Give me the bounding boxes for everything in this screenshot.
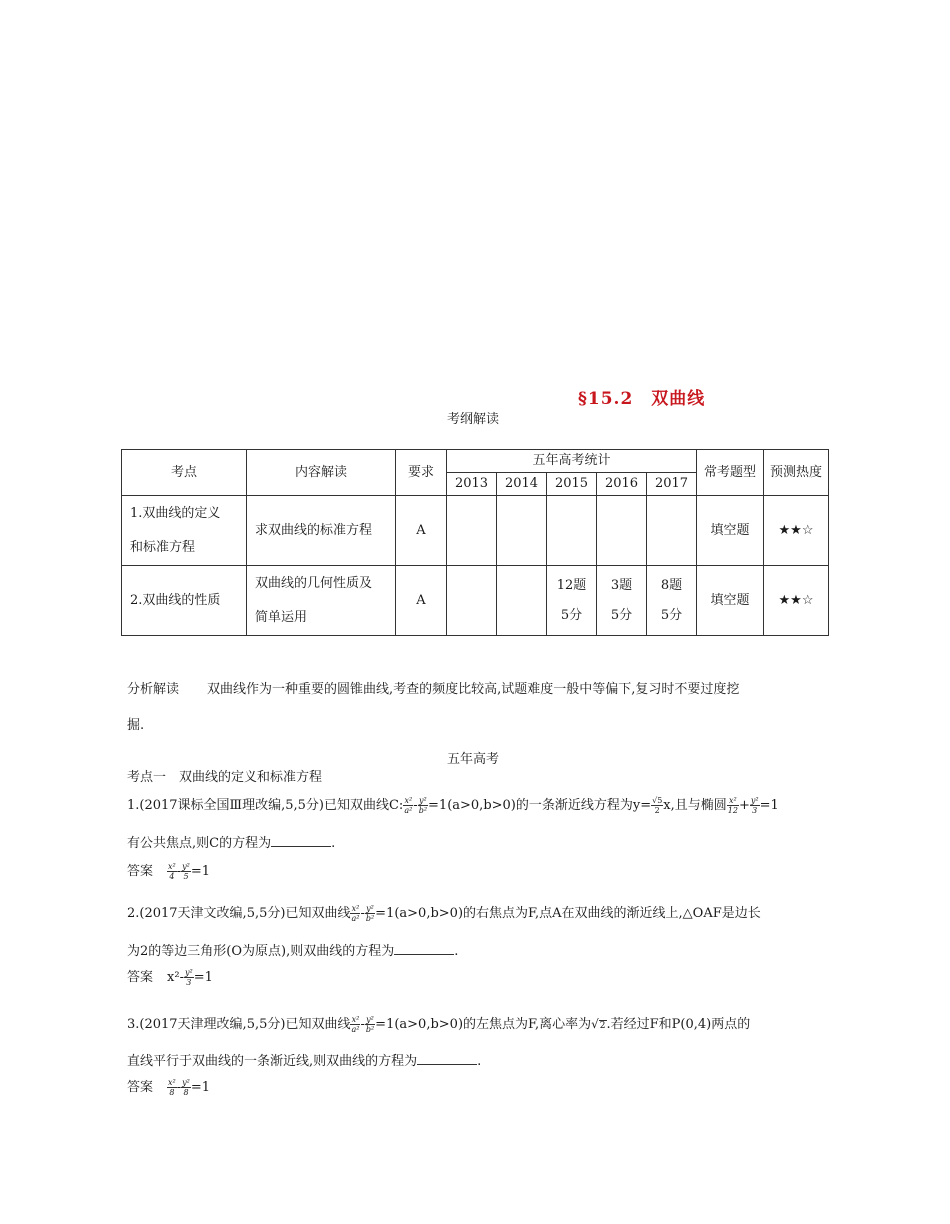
problem-2-answer: 答案 x²- $\frac{\text{y²}}{3}$ =1 [127, 968, 213, 987]
answer-blank [417, 1052, 477, 1065]
row-2014 [497, 566, 547, 636]
section-title: §15.2 双曲线 [578, 389, 706, 409]
header-req: 要求 [396, 450, 447, 496]
row-2014 [497, 496, 547, 566]
analysis-line2: 掘. [127, 718, 145, 733]
header-year: 2017 [647, 473, 697, 496]
table-row [122, 566, 829, 636]
header-year: 2013 [447, 473, 497, 496]
header-content: 内容解读 [247, 450, 396, 496]
row-heat: ★★☆ [764, 496, 829, 566]
row-heat: ★★☆ [764, 566, 829, 636]
five-years-heading: 五年高考 [447, 752, 500, 767]
row-req: A [396, 566, 447, 636]
problem-1-line2: 有公共焦点,则C的方程为 . [127, 836, 336, 851]
answer-blank [394, 942, 454, 955]
row-2016 [597, 496, 647, 566]
header-year: 2015 [547, 473, 597, 496]
row-2013 [447, 566, 497, 636]
point1-title: 考点一 双曲线的定义和标准方程 [127, 770, 323, 785]
header-stats: 五年高考统计 [447, 450, 697, 473]
problem-2-line2: 为2的等边三角形(O为原点),则双曲线的方程为 . [127, 944, 459, 959]
problem-3-line2: 直线平行于双曲线的一条渐近线,则双曲线的方程为 . [127, 1054, 482, 1069]
outline-table [121, 449, 829, 636]
row-content: 求双曲线的标准方程 [247, 496, 396, 566]
outline-heading: 考纲解读 [447, 412, 500, 427]
header-year: 2016 [597, 473, 647, 496]
problem-1-line1: 1.(2017课标全国Ⅲ理改编,5,5分)已知双曲线C: $\frac{\text{x²}}{\text{a²}}$ - $\frac{\text{y²}}{\text{b²}}$ =1(a>0,b>0)的一条渐近线方程为y= $\frac{√5}{2}$ x,且与椭圆 $\frac{\text{x²}}{12}$ + $\frac{\text{y²}}{3}$ =1 [127, 796, 779, 815]
problem-2-line1: 2.(2017天津文改编,5,5分)已知双曲线 $\frac{\text{x²}}{\text{a²}}$ - $\frac{\text{y²}}{\text{b²}}$ =1(a>0,b>0)的右焦点为F,点A在双曲线的渐近线上,△OAF是边长 [127, 904, 761, 923]
row-point: 2.双曲线的性质 [122, 566, 247, 636]
header-heat: 预测热度 [764, 450, 829, 496]
header-type: 常考题型 [697, 450, 764, 496]
row-2017: 8题 5分 [647, 566, 697, 636]
row-2015: 12题 5分 [547, 566, 597, 636]
row-2017 [647, 496, 697, 566]
row-2015 [547, 496, 597, 566]
row-req: A [396, 496, 447, 566]
problem-1-answer: 答案 $\frac{\text{x²}}{4}$ - $\frac{\text{y²}}{5}$ =1 [127, 862, 211, 881]
row-content: 双曲线的几何性质及 简单运用 [247, 566, 396, 636]
row-2013 [447, 496, 497, 566]
analysis-line1: 分析解读 双曲线作为一种重要的圆锥曲线,考查的频度比较高,试题难度一般中等偏下,复习时不要过度挖 [127, 682, 740, 697]
header-point: 考点 [122, 450, 247, 496]
problem-3-answer: 答案 $\frac{\text{x²}}{8}$ - $\frac{\text{y²}}{8}$ =1 [127, 1078, 211, 1097]
row-type: 填空题 [697, 566, 764, 636]
row-point: 1.双曲线的定义 和标准方程 [122, 496, 247, 566]
header-year: 2014 [497, 473, 547, 496]
row-2016: 3题 5分 [597, 566, 647, 636]
problem-3-line1: 3.(2017天津理改编,5,5分)已知双曲线 $\frac{\text{x²}}{\text{a²}}$ - $\frac{\text{y²}}{\text{b²}}$ =1(a>0,b>0)的左焦点为F,离心率为√2.若经过F和P(0,4)两点的 [127, 1015, 751, 1034]
answer-blank [271, 834, 331, 847]
table-row [122, 496, 829, 566]
row-type: 填空题 [697, 496, 764, 566]
